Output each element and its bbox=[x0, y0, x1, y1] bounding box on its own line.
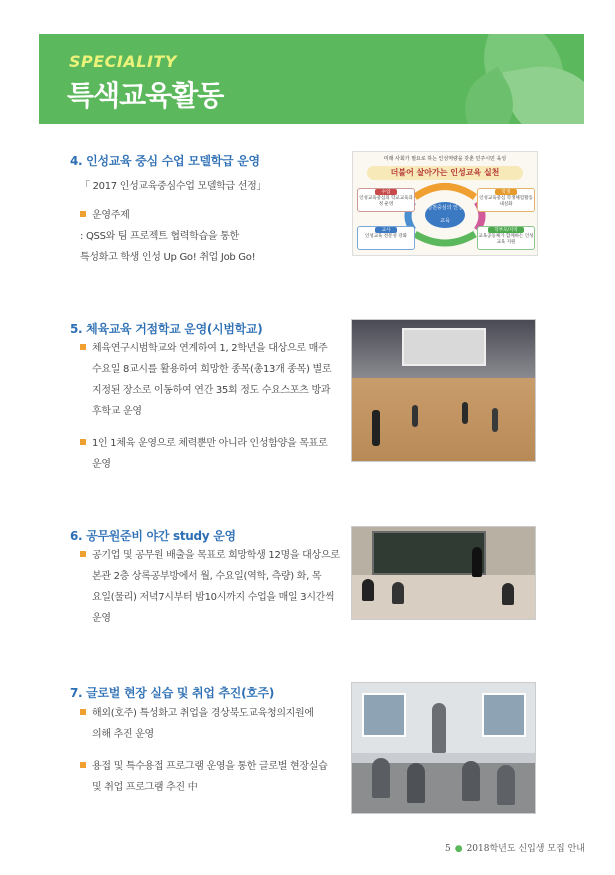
section-5-line: 운영 bbox=[92, 459, 111, 470]
bullet-icon bbox=[80, 439, 86, 445]
section-4-quote: 「 2017 인성교육중심수업 모델학급 선정」 bbox=[80, 181, 267, 192]
section-7-line: 의해 추진 운영 bbox=[92, 729, 154, 740]
section-5-line: 1인 1체육 운영으로 체력뿐만 아니라 인성함양을 목표로 bbox=[92, 438, 328, 449]
diagram-banner: 더불어 살아가는 인성교육 실천 bbox=[367, 166, 523, 180]
section-7-title: 7. 글로벌 현장 실습 및 취업 추진(호주) bbox=[70, 686, 275, 700]
diagram-node-3 bbox=[357, 226, 415, 250]
section-4-title: 4. 인성교육 중심 수업 모델학급 운영 bbox=[70, 154, 260, 168]
section-4-line: : QSS와 팀 프로젝트 협력학습을 통한 bbox=[80, 231, 239, 242]
bullet-icon bbox=[80, 211, 86, 217]
page-title: 특색교육활동 bbox=[67, 79, 224, 112]
section-7-line: 및 취업 프로그램 추진 中 bbox=[92, 782, 198, 793]
section-7-body bbox=[80, 703, 340, 798]
section-5-line: 수요일 8교시를 활용하여 희망한 종목(총13개 종목) 별로 bbox=[92, 364, 332, 375]
section-5-line: 후학교 운영 bbox=[92, 406, 142, 417]
section-5-title: 5. 체육교육 거점학교 운영(시범학교) bbox=[70, 322, 263, 336]
bullet-icon bbox=[80, 551, 86, 557]
diagram-node-4 bbox=[477, 226, 535, 250]
section-7-line: 해외(호주) 특성화고 취업을 경상북도교육청의지원에 bbox=[92, 708, 314, 719]
page-header bbox=[39, 34, 584, 124]
footer-text: 2018학년도 신입생 모집 안내 bbox=[466, 844, 585, 854]
section-4-bullet: 운영주제 bbox=[92, 210, 130, 221]
diagram-top-text: 미래 사회가 필요로 하는 인성역량을 갖춘 민주시민 육성 bbox=[383, 156, 507, 162]
header-eng-label: SPECIALITY bbox=[69, 52, 177, 71]
section-6-line: 요일(물리) 저녁7시부터 밤10시까지 수업을 매일 3시간씩 bbox=[92, 592, 335, 603]
diagram-node-2 bbox=[477, 188, 535, 212]
section-5-line: 체육연구시범학교와 연계하여 1, 2학년을 대상으로 매주 bbox=[92, 343, 328, 354]
bullet-dot-icon: ● bbox=[454, 844, 463, 854]
personality-education-diagram bbox=[352, 151, 538, 256]
page-footer bbox=[445, 841, 585, 854]
section-5-body bbox=[80, 338, 340, 475]
diagram-node-1 bbox=[357, 188, 415, 212]
page-number: 5 bbox=[444, 844, 451, 854]
diagram-center: 실천중심의 인성교육 bbox=[425, 202, 465, 228]
classroom-photo bbox=[351, 526, 536, 620]
section-4-line: 특성화고 학생 인성 Up Go! 취업 Job Go! bbox=[80, 252, 256, 263]
section-6-body bbox=[80, 545, 340, 629]
section-7-line: 용접 및 특수용접 프로그램 운영을 통한 글로벌 현장실습 bbox=[92, 761, 328, 772]
section-6-title: 6. 공무원준비 야간 study 운영 bbox=[70, 529, 236, 543]
section-6-line: 공기업 및 공무원 배출을 목표로 희망학생 12명을 대상으로 bbox=[92, 550, 340, 561]
diagram-node-text: 인성교육중심의 학교교육과정 운영 bbox=[359, 196, 413, 207]
section-4-body bbox=[80, 176, 266, 268]
diagram-node-head: 교사 bbox=[375, 227, 397, 233]
section-6-line: 본관 2층 상록공부방에서 월, 수요일(역학, 측량) 화, 목 bbox=[92, 571, 322, 582]
group-photo bbox=[351, 682, 536, 814]
bullet-icon bbox=[80, 762, 86, 768]
section-5-line: 지정된 장소로 이동하여 연간 35회 정도 수요스포츠 방과 bbox=[92, 385, 331, 396]
diagram-node-head: 수업 bbox=[375, 189, 397, 195]
section-6-line: 운영 bbox=[92, 613, 111, 624]
diagram-node-head: 학부모/지역 bbox=[488, 227, 524, 233]
diagram-node-head: 학생 bbox=[495, 189, 517, 195]
diagram-node-text: 인성교육중심 학생체험활동 내실화 bbox=[479, 196, 533, 207]
bullet-icon bbox=[80, 709, 86, 715]
bullet-icon bbox=[80, 344, 86, 350]
diagram-node-text: 인성교육 전문성 강화 bbox=[365, 234, 407, 239]
gym-photo bbox=[351, 319, 536, 462]
diagram-node-text: 교육공동체가 함께하는 인성교육 지원 bbox=[478, 234, 534, 245]
